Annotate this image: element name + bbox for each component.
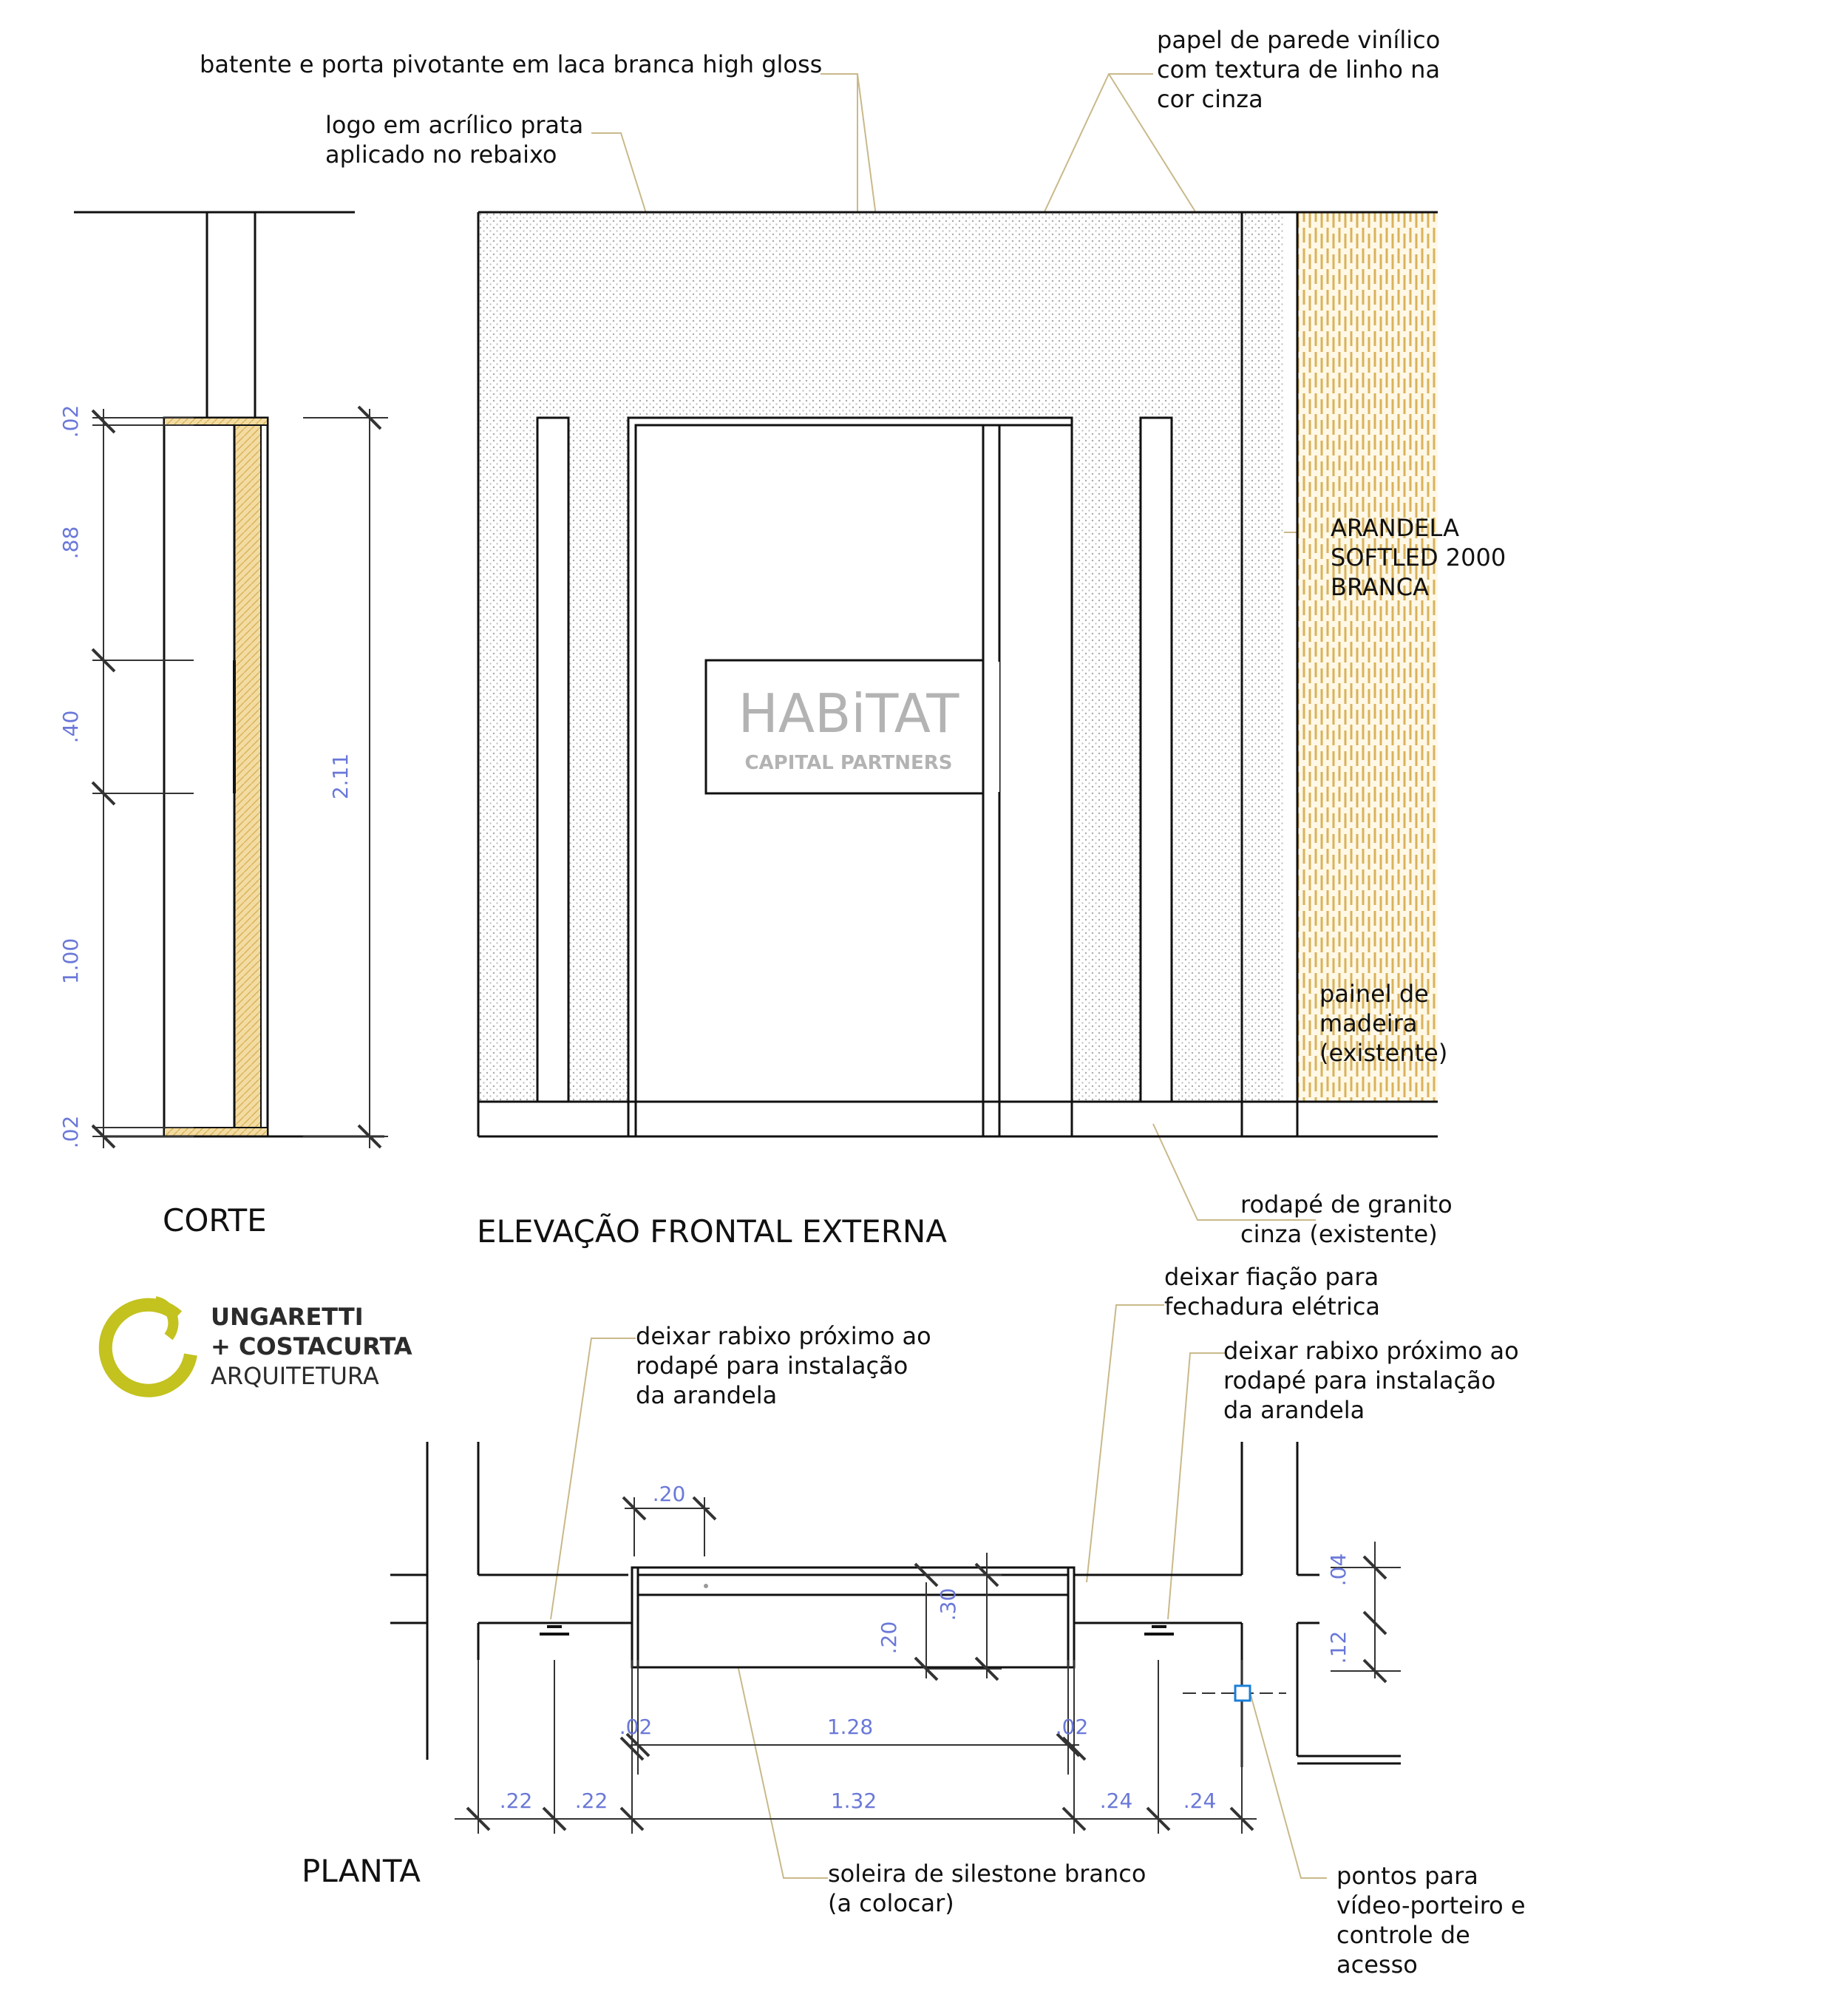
dim-corte-3: .40 bbox=[58, 710, 83, 744]
note-rodape-2: cinza (existente) bbox=[1240, 1220, 1438, 1248]
firm-name-line3: ARQUITETURA bbox=[211, 1362, 379, 1390]
dim-plan-row1-1: .02 bbox=[619, 1715, 653, 1739]
plan-center-mark bbox=[704, 1584, 708, 1588]
title-elevacao: ELEVAÇÃO FRONTAL EXTERNA bbox=[477, 1213, 948, 1250]
dim-plan-row1-2: 1.28 bbox=[826, 1715, 874, 1739]
firm-logo-ring-icon bbox=[106, 1305, 191, 1391]
note-painel-1: painel de bbox=[1319, 980, 1429, 1008]
note-papel-3: cor cinza bbox=[1157, 85, 1263, 113]
dim-plan-depth-outer: .30 bbox=[936, 1587, 960, 1621]
note-rodape-1: rodapé de granito bbox=[1240, 1190, 1453, 1219]
note-pontos-3: controle de bbox=[1336, 1921, 1470, 1949]
dim-plan-row2-5: .24 bbox=[1183, 1789, 1217, 1813]
elevation bbox=[478, 212, 1438, 1136]
note-painel-3: (existente) bbox=[1319, 1039, 1448, 1067]
door-logo-tagline: CAPITAL PARTNERS bbox=[744, 752, 953, 774]
title-planta: PLANTA bbox=[302, 1853, 421, 1889]
dim-plan-row2-4: .24 bbox=[1099, 1789, 1133, 1813]
note-rabixo-left-1: deixar rabixo próximo ao bbox=[636, 1322, 931, 1350]
note-batente: batente e porta pivotante em laca branca high gloss bbox=[200, 50, 823, 78]
note-rabixo-right-1: deixar rabixo próximo ao bbox=[1223, 1337, 1519, 1365]
note-rabixo-left-2: rodapé para instalação bbox=[636, 1352, 908, 1380]
door-logo-name: HABiTAT bbox=[738, 682, 959, 745]
dim-plan-row1-3: .02 bbox=[1055, 1715, 1089, 1739]
note-rabixo-right-2: rodapé para instalação bbox=[1223, 1366, 1496, 1394]
note-fiacao-1: deixar fiação para bbox=[1164, 1263, 1379, 1291]
note-arandela-2: SOFTLED 2000 bbox=[1331, 543, 1506, 572]
dim-plan-top: .20 bbox=[652, 1482, 686, 1506]
firm-logo-inner-icon bbox=[155, 1301, 173, 1337]
note-papel-2: com textura de linho na bbox=[1157, 55, 1441, 84]
note-soleira-1: soleira de silestone branco bbox=[828, 1860, 1146, 1888]
dim-plan-right-top: .04 bbox=[1326, 1553, 1351, 1587]
video-porteiro-point bbox=[1235, 1686, 1250, 1701]
dim-corte-5: .02 bbox=[58, 1115, 83, 1149]
firm-name-line2: + COSTACURTA bbox=[211, 1332, 412, 1360]
dim-plan-row2-3: 1.32 bbox=[830, 1789, 877, 1813]
title-corte: CORTE bbox=[163, 1202, 267, 1238]
note-rabixo-left-3: da arandela bbox=[636, 1381, 778, 1409]
note-painel-2: madeira bbox=[1319, 1009, 1418, 1037]
corte-section bbox=[74, 212, 384, 1136]
note-soleira-2: (a colocar) bbox=[828, 1889, 954, 1917]
dim-corte-total: 2.11 bbox=[328, 753, 353, 800]
firm-logo bbox=[106, 1301, 412, 1391]
dim-corte-2: .88 bbox=[58, 526, 83, 560]
note-pontos-1: pontos para bbox=[1336, 1862, 1478, 1890]
dim-plan-right-bottom: .12 bbox=[1326, 1630, 1351, 1664]
dim-corte-4: 1.00 bbox=[58, 938, 83, 985]
firm-name-line1: UNGARETTI bbox=[211, 1303, 364, 1331]
note-logo-1: logo em acrílico prata bbox=[325, 111, 584, 139]
note-papel-1: papel de parede vinílico bbox=[1157, 26, 1441, 54]
note-arandela-3: BRANCA bbox=[1331, 573, 1429, 601]
note-logo-2: aplicado no rebaixo bbox=[325, 140, 557, 169]
dim-plan-depth-inner: .20 bbox=[877, 1621, 901, 1655]
note-rabixo-right-3: da arandela bbox=[1223, 1396, 1365, 1424]
note-pontos-4: acesso bbox=[1336, 1951, 1418, 1979]
note-pontos-2: vídeo-porteiro e bbox=[1336, 1891, 1526, 1919]
plan bbox=[390, 1442, 1401, 1767]
note-arandela-1: ARANDELA bbox=[1331, 514, 1459, 542]
dim-plan-row2-2: .22 bbox=[574, 1789, 608, 1813]
note-fiacao-2: fechadura elétrica bbox=[1164, 1292, 1381, 1321]
dim-plan-row2-1: .22 bbox=[499, 1789, 533, 1813]
dim-corte-1: .02 bbox=[58, 404, 83, 438]
